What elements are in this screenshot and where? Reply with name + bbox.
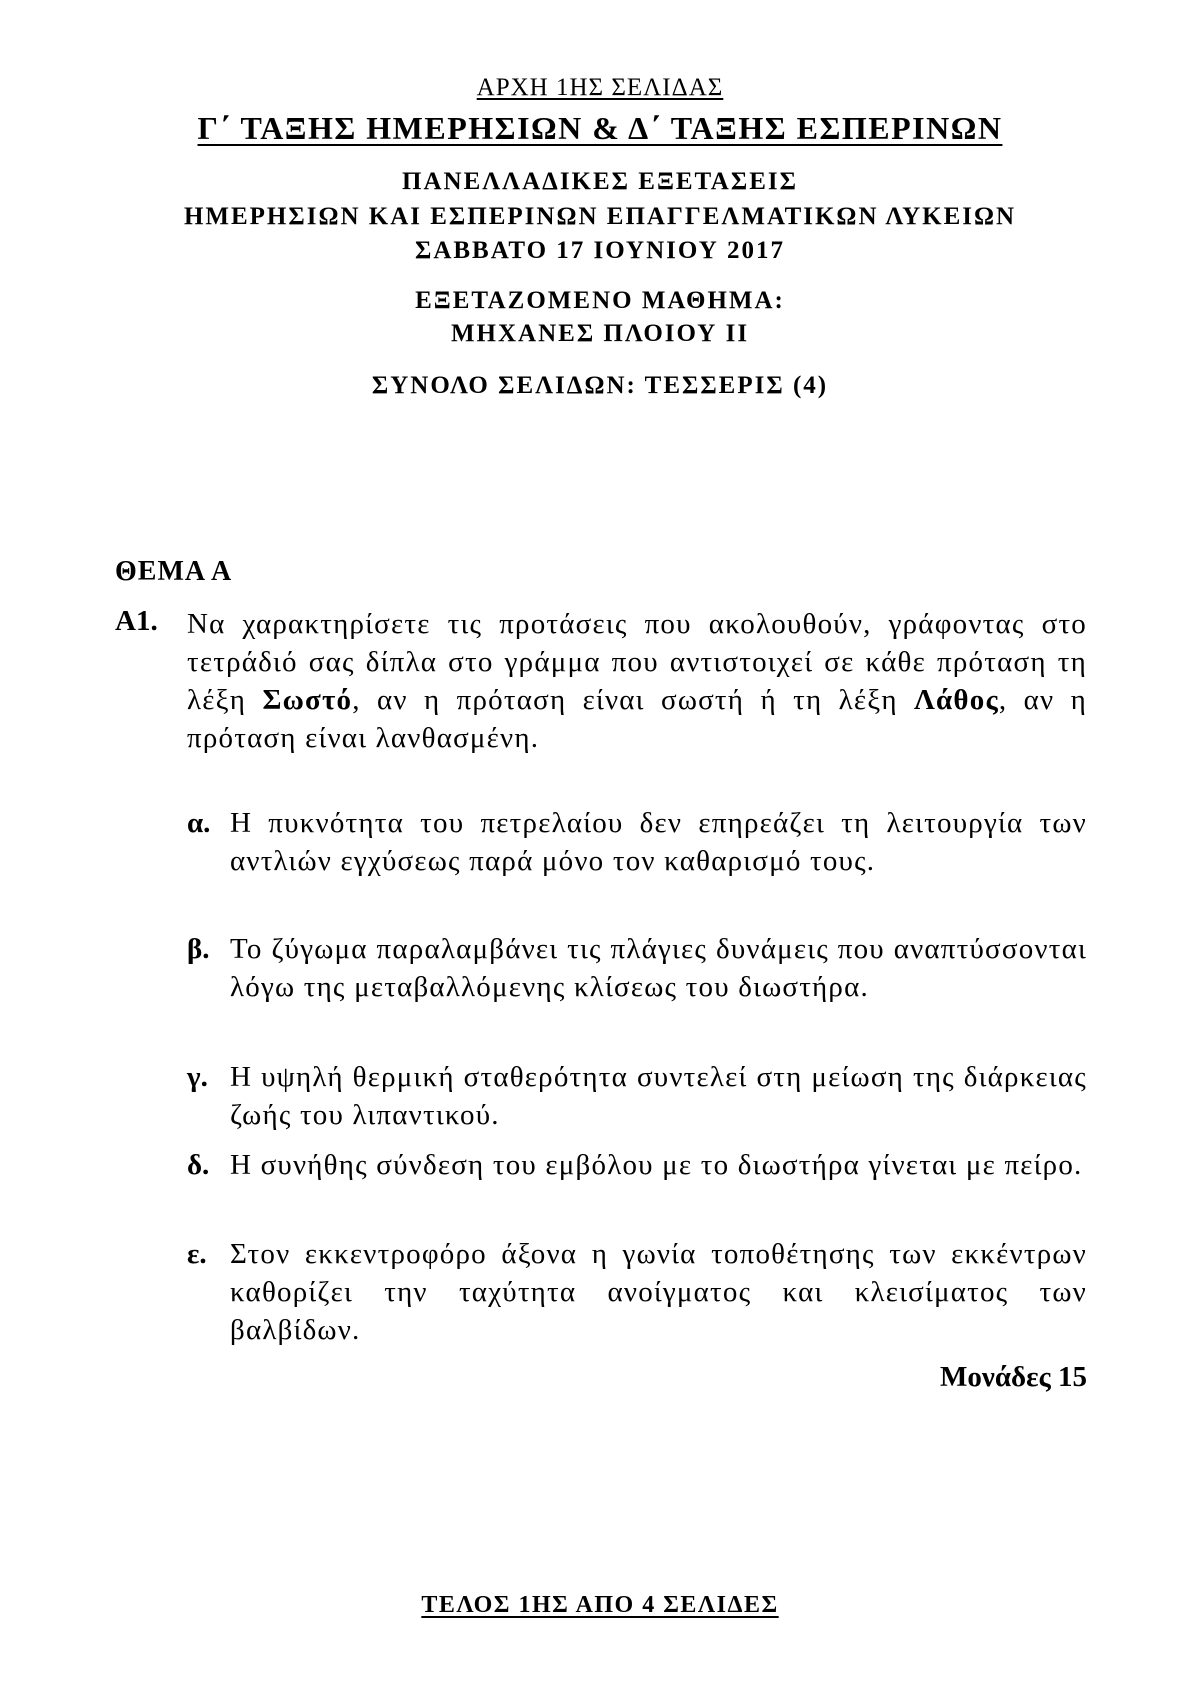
- statement-label: ε.: [187, 1238, 207, 1270]
- exam-date: ΣΑΒΒΑΤΟ 17 ΙΟΥΝΙΟΥ 2017: [414, 237, 785, 264]
- question-label: Α1.: [115, 605, 158, 637]
- section-title: ΘΕΜΑ Α: [115, 556, 233, 587]
- statement-text: Η πυκνότητα του πετρελαίου δεν επηρεάζει τη λειτουργία των αντλιών εγχύσεως παρά μόνο τον καθαρισμό τους.: [230, 807, 1087, 877]
- statement-label: δ.: [187, 1149, 210, 1181]
- subject-label: ΕΞΕΤΑΖΟΜΕΝΟ ΜΑΘΗΜΑ:: [415, 287, 785, 314]
- exam-name-line2: ΗΜΕΡΗΣΙΩΝ ΚΑΙ ΕΣΠΕΡΙΝΩΝ ΕΠΑΓΓΕΛΜΑΤΙΚΩΝ ΛΥΚΕΙΩΝ: [183, 203, 1017, 230]
- instruction-text-part1: Να χαρακτηρίσετε τις προτάσεις που ακολουθούν, γράφοντας στο τετράδιό σας δίπλα στο γράμμα που αντιστοιχεί σε κάθε πρόταση τη λέξη: [187, 608, 1087, 716]
- question-marks: Μονάδες 15: [940, 1361, 1087, 1393]
- correct-keyword: Σωστό: [262, 684, 353, 716]
- instruction-text-part2: , αν η πρόταση είναι σωστή ή τη λέξη: [352, 684, 915, 716]
- statement-text: Η συνήθης σύνδεση του εμβόλου με το διωστήρα γίνεται με πείρο.: [230, 1149, 1083, 1181]
- question-instructions: [187, 605, 1087, 757]
- statement-label: γ.: [187, 1061, 208, 1093]
- statement-text: Η υψηλή θερμική σταθερότητα συντελεί στη μείωση της διάρκειας ζωής του λιπαντικού.: [230, 1061, 1087, 1131]
- subject-name: ΜΗΧΑΝΕΣ ΠΛΟΙΟΥ ΙΙ: [450, 320, 750, 347]
- exam-name-line1: ΠΑΝΕΛΛΑΔΙΚΕΣ ΕΞΕΤΑΣΕΙΣ: [402, 168, 798, 195]
- wrong-keyword: Λάθος: [914, 684, 999, 716]
- statement-label: β.: [187, 933, 210, 965]
- total-pages: ΣΥΝΟΛΟ ΣΕΛΙΔΩΝ: ΤΕΣΣΕΡΙΣ (4): [371, 372, 829, 399]
- instruction-text-part3: , αν η πρόταση είναι λανθασμένη.: [187, 684, 1087, 754]
- statement-label: α.: [187, 807, 211, 839]
- statement-text: Το ζύγωμα παραλαμβάνει τις πλάγιες δυνάμεις που αναπτύσσονται λόγω της μεταβαλλόμενης κλίσεως του διωστήρα.: [230, 933, 1087, 1003]
- page-start-marker: ΑΡΧΗ 1ΗΣ ΣΕΛΙΔΑΣ: [476, 74, 724, 101]
- document-title: Γ΄ ΤΑΞΗΣ ΗΜΕΡΗΣΙΩΝ & Δ΄ ΤΑΞΗΣ ΕΣΠΕΡΙΝΩΝ: [197, 110, 1003, 146]
- statement-text: Στον εκκεντροφόρο άξονα η γωνία τοποθέτησης των εκκέντρων καθορίζει την ταχύτητα ανοίγματος και κλεισίματος των βαλβίδων.: [230, 1238, 1087, 1346]
- page-end-marker: ΤΕΛΟΣ 1ΗΣ ΑΠΟ 4 ΣΕΛΙΔΕΣ: [421, 1592, 779, 1618]
